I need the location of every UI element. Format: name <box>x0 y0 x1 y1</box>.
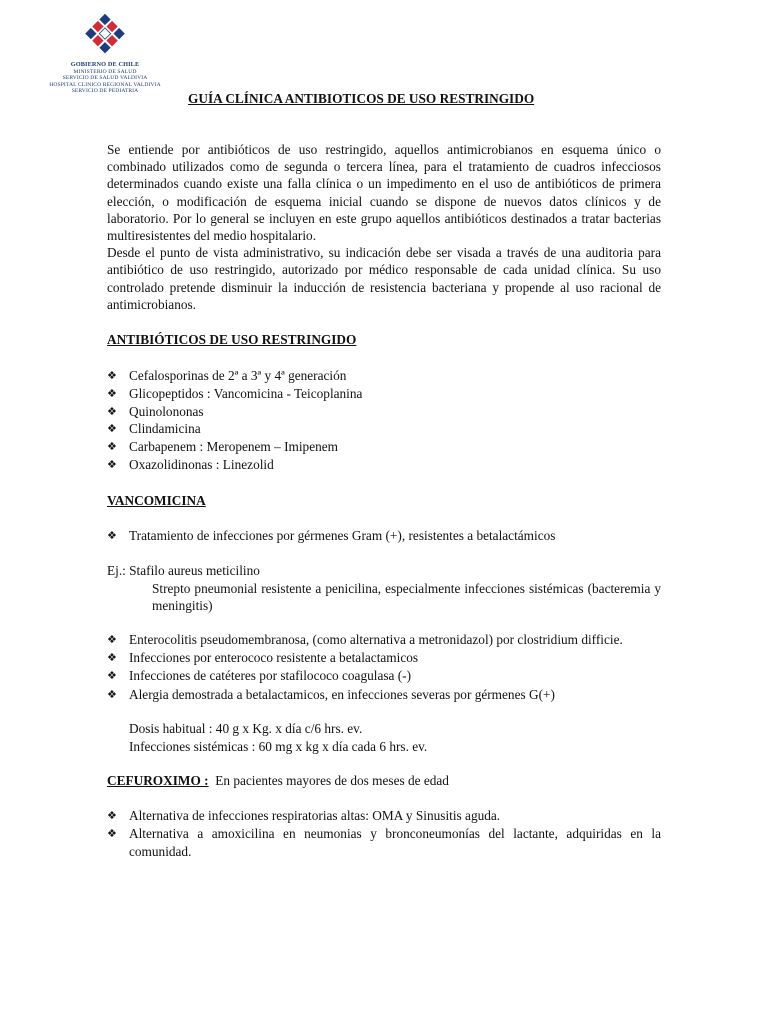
list-item <box>107 527 661 546</box>
list-item <box>107 420 661 438</box>
cefuroximo-heading: CEFUROXIMO : <box>107 773 209 789</box>
example-continuation-text: Strepto pneumonial resistente a penicilina, especialmente infecciones sistémicas (bacteremia y meningitis) <box>152 580 661 614</box>
list-item <box>107 667 661 686</box>
list-item <box>107 403 661 421</box>
diamond-bullet-icon: ❖ <box>107 633 117 647</box>
diamond-bullet-icon: ❖ <box>107 458 117 472</box>
diamond-bullet-icon: ❖ <box>107 650 117 664</box>
logo-line-service: SERVICIO DE SALUD VALDIVIA <box>62 75 148 82</box>
diamond-bullet-icon: ❖ <box>107 369 117 383</box>
diamond-bullet-icon: ❖ <box>107 422 117 436</box>
vancomicina-heading: VANCOMICINA <box>107 492 206 508</box>
logo-line-hospital: HOSPITAL CLINICO REGIONAL VALDIVIA <box>49 81 161 88</box>
list-item-text: Carbapenem : Meropenem – Imipenem <box>129 439 338 455</box>
list-item-text: Alternativa de infecciones respiratorias altas: OMA y Sinusitis aguda. <box>129 807 501 823</box>
diamond-bullet-icon: ❖ <box>107 440 117 454</box>
diamond-bullet-icon: ❖ <box>107 687 117 701</box>
list-item-text: Quinolononas <box>129 403 204 419</box>
dose-usual: Dosis habitual : 40 g x Kg. x día c/6 hrs. ev. <box>129 721 363 737</box>
cefuroximo-heading-line <box>107 772 661 789</box>
diamond-bullet-icon: ❖ <box>107 386 117 400</box>
example-line: Ej.: Stafilo aureus meticilino <box>107 563 260 579</box>
list-item-text: Infecciones de catéteres por stafilococo coagulasa (-) <box>129 668 412 684</box>
list-item <box>107 456 661 474</box>
list-item-text: Alergia demostrada a betalactamicos, en infecciones severas por gérmenes G(+) <box>129 686 555 702</box>
list-item-text: Enterocolitis pseudomembranosa, (como alternativa a metronidazol) por clostridium difficie. <box>129 632 623 648</box>
diamond-bullet-icon: ❖ <box>107 827 117 841</box>
list-item <box>107 686 661 705</box>
list-item-text: Infecciones por enterococo resistente a betalactamicos <box>129 649 419 665</box>
logo-line-ministry: MINISTERIO DE SALUD <box>73 68 137 75</box>
logo-line-department: SERVICIO DE PEDIATRIA <box>71 88 139 95</box>
list-item-text: Tratamiento de infecciones por gérmenes Gram (+), resistentes a betalactámicos <box>129 527 556 543</box>
list-item <box>107 385 661 403</box>
logo <box>40 10 170 95</box>
restricted-antibiotics-list <box>107 367 661 474</box>
diamond-bullet-icon: ❖ <box>107 669 117 683</box>
list-item <box>107 825 661 860</box>
intro-paragraph-2: Desde el punto de vista administrativo, su indicación debe ser visada a través de una auditoria para antibiótico de uso restringido, autorizado por médico responsable de cada unidad clínica. Su uso controlado pretende disminuir la inducción de resistencia bacteriana y propende al uso racional de antimicrobianos. <box>107 245 661 312</box>
vancomicina-indication-list <box>107 527 661 546</box>
diamond-bullet-icon: ❖ <box>107 808 117 822</box>
list-item-text: Alternativa a amoxicilina en neumonias y bronconeumonías del lactante, adquiridas en la comunidad. <box>129 826 661 859</box>
list-item <box>107 807 661 826</box>
example-continuation <box>107 580 661 614</box>
dose-systemic: Infecciones sistémicas : 60 mg x kg x día cada 6 hrs. ev. <box>129 738 428 754</box>
list-item <box>107 631 661 648</box>
cefuroximo-description: En pacientes mayores de dos meses de edad <box>215 773 449 789</box>
diamond-bullet-icon: ❖ <box>107 404 117 418</box>
logo-line-government: GOBIERNO DE CHILE <box>70 61 140 68</box>
list-item-text: Oxazolidinonas : Linezolid <box>129 457 274 473</box>
list-item <box>107 367 661 385</box>
government-logo-icon <box>79 10 131 60</box>
list-item <box>107 649 661 668</box>
document-title: GUÍA CLÍNICA ANTIBIOTICOS DE USO RESTRINGIDO <box>188 91 535 106</box>
list-item-text: Glicopeptidos : Vancomicina - Teicoplanina <box>129 385 363 401</box>
cefuroximo-list <box>107 807 661 860</box>
list-item-text: Clindamicina <box>129 421 201 437</box>
restricted-antibiotics-heading: ANTIBIÓTICOS DE USO RESTRINGIDO <box>107 332 357 348</box>
vancomicina-other-list <box>107 631 661 704</box>
list-item <box>107 438 661 456</box>
document-body <box>107 141 661 860</box>
diamond-bullet-icon: ❖ <box>107 528 117 542</box>
intro-paragraph-1: Se entiende por antibióticos de uso restringido, aquellos antimicrobianos en esquema único o combinado utilizados como de segunda o tercera línea, para el tratamiento de cuadros infecciosos determinados cuando existe una falla clínica o un impedimento en el uso de antibióticos de primera elección, o modificación de esquema inicial cuando se dispone de nuevos datos clínicos y de laboratorio. Por lo general se incluyen en este grupo aquellos antibióticos destinados a tratar bacterias multiresistentes del medio hospitalario. <box>107 142 661 244</box>
list-item-text: Cefalosporinas de 2ª a 3ª y 4ª generación <box>129 368 347 384</box>
